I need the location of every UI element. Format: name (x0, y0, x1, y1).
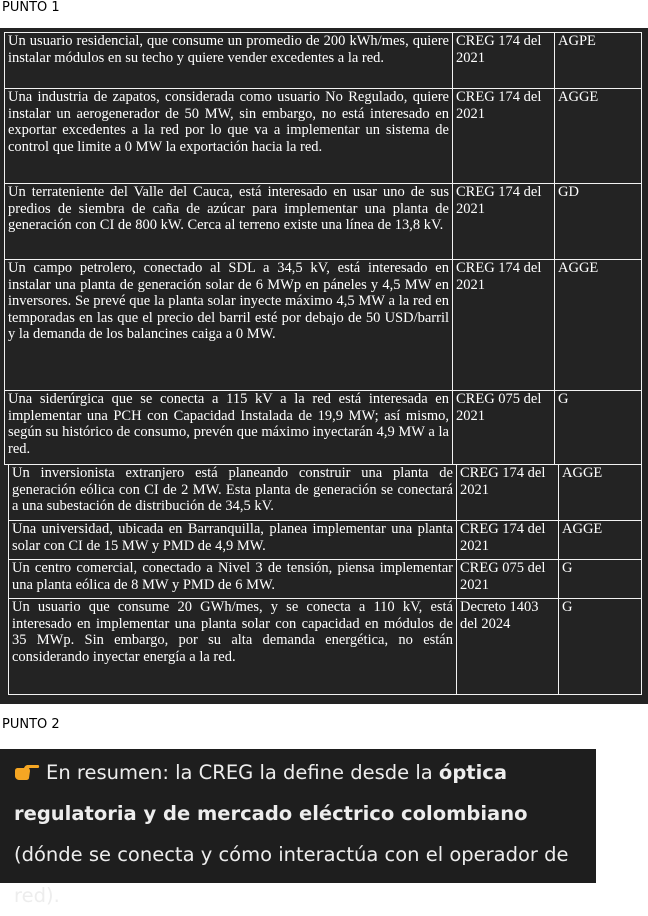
table-row (5, 391, 642, 465)
table-row (5, 260, 642, 391)
classification-table-upper (4, 32, 642, 465)
case-description: Un usuario que consume 20 GWh/mes, y se conecta a 110 kV, está interesado en implementar una planta solar con capacidad en módulos de 35 MWp. Sin embargo, por su alta demanda energética, no están considerando inyectar energía a la red. (9, 599, 457, 695)
punto-1-heading: PUNTO 1 (2, 0, 60, 15)
summary-intro: En resumen: la CREG la define desde la (46, 761, 439, 784)
regulation-cell: CREG 174 del 2021 (453, 33, 555, 89)
table-row (9, 599, 642, 695)
case-description: Un centro comercial, conectado a Nivel 3 de tensión, piensa implementar una planta eólica de 8 MW y PMD de 6 MW. (9, 560, 457, 599)
classification-cell: GD (555, 184, 642, 260)
case-description: Un inversionista extranjero está planeando construir una planta de generación eólica con CI de 2 MW. Esta planta de generación se conectará a una subestación de distribución de 34,5 kV. (9, 465, 457, 521)
regulation-cell: CREG 174 del 2021 (453, 184, 555, 260)
regulation-cell: CREG 174 del 2021 (453, 89, 555, 184)
summary-emphasis: óptica regulatoria y de mercado eléctrico colombiano (14, 761, 528, 825)
classification-table-lower (8, 464, 642, 695)
classification-cell: AGGE (555, 89, 642, 184)
regulation-cell: CREG 174 del 2021 (457, 465, 559, 521)
case-description: Una siderúrgica que se conecta a 115 kV a la red está interesada en implementar una PCH con Capacidad Instalada de 19,9 MW; así mismo, según su histórico de consumo, prevén que máximo inyectarán 4,9 MW a la red. (5, 391, 453, 465)
table-row (5, 33, 642, 89)
table-row (9, 465, 642, 521)
punto-2-heading: PUNTO 2 (2, 717, 60, 732)
case-description: Un terrateniente del Valle del Cauca, está interesado en usar uno de sus predios de siembra de caña de azúcar para implementar una planta de generación con CI de 800 kW. Cerca al terreno existe una línea de 13,8 kV. (5, 184, 453, 260)
summary-text (14, 752, 592, 916)
table-row (5, 89, 642, 184)
case-description: Un usuario residencial, que consume un promedio de 200 kWh/mes, quiere instalar módulos en su techo y quiere vender excedentes a la red. (5, 33, 453, 89)
pointing-hand-glyph (14, 763, 40, 781)
table-row (5, 184, 642, 260)
classification-cell: G (555, 391, 642, 465)
classification-cell: G (559, 599, 642, 695)
classification-cell: AGGE (559, 521, 642, 560)
case-description: Una universidad, ubicada en Barranquilla, planea implementar una planta solar con CI de 15 MW y PMD de 4,9 MW. (9, 521, 457, 560)
classification-cell: G (559, 560, 642, 599)
classification-cell: AGGE (559, 465, 642, 521)
table-row (9, 521, 642, 560)
regulation-cell: CREG 075 del 2021 (453, 391, 555, 465)
case-description: Un campo petrolero, conectado al SDL a 34,5 kV, está interesado en instalar una planta de generación solar de 6 MWp en páneles y 4,5 MW en inversores. Se prevé que la planta solar inyecte máximo 4,5 MW a la red en temporadas en las que el precio del barril esté por debajo de 50 USD/barril y la demanda de los balancines caiga a 0 MW. (5, 260, 453, 391)
classification-cell: AGGE (555, 260, 642, 391)
regulation-cell: CREG 174 del 2021 (453, 260, 555, 391)
classification-cell: AGPE (555, 33, 642, 89)
pointing-hand-icon (14, 754, 40, 772)
pointing-hand-shape (15, 765, 39, 780)
table-row (9, 560, 642, 599)
summary-closing: (dónde se conecta y cómo interactúa con el operador de red). (14, 843, 569, 907)
case-description: Una industria de zapatos, considerada como usuario No Regulado, quiere instalar un aerogenerador de 50 MW, sin embargo, no está interesado en exportar excedentes a la red por lo que va a implementar un sistema de control que limite a 0 MW la exportación hacia la red. (5, 89, 453, 184)
regulation-cell: CREG 075 del 2021 (457, 560, 559, 599)
regulation-cell: Decreto 1403 del 2024 (457, 599, 559, 695)
regulation-cell: CREG 174 del 2021 (457, 521, 559, 560)
